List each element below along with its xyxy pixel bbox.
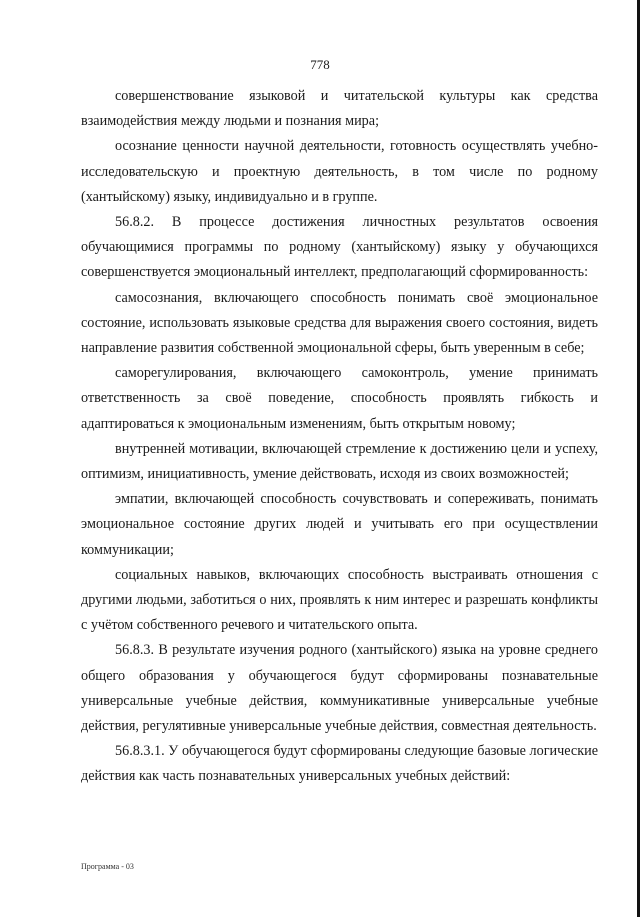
paragraph: самосознания, включающего способность понимать своё эмоциональное состояние, использовать языковые средства для выражения своего состояния, видеть направление развития собственной эмоциональной сферы, быть уверенным в себе;	[81, 289, 598, 357]
document-body	[81, 84, 598, 790]
paragraph: внутренней мотивации, включающей стремление к достижению цели и успеху, оптимизм, инициативность, умение действовать, исходя из своих возможностей;	[81, 440, 598, 483]
paragraph: 56.8.3. В результате изучения родного (хантыйского) языка на уровне среднего общего образования у обучающегося будут сформированы познавательные универсальные учебные действия, коммуникативные универсальные учебные действия, регулятивные универсальные учебные действия, совместная деятельность.	[81, 642, 598, 735]
paragraph: саморегулирования, включающего самоконтроль, умение принимать ответственность за своё поведение, способность проявлять гибкость и адаптироваться к эмоциональным изменениям, быть открытым новому;	[81, 365, 598, 432]
paragraph: совершенствование языковой и читательской культуры как средства взаимодействия между людьми и познания мира;	[81, 88, 598, 130]
paragraph: социальных навыков, включающих способность выстраивать отношения с другими людьми, заботиться о них, проявлять к ним интерес и разрешать конфликты с учётом собственного речевого и читательского опыта.	[81, 566, 598, 634]
paragraph: 56.8.3.1. У обучающегося будут сформированы следующие базовые логические действия как часть познавательных универсальных учебных действий:	[81, 743, 598, 785]
page-number: 778	[310, 57, 330, 72]
paragraph: осознание ценности научной деятельности, готовность осуществлять учебно-исследовательскую и проектную деятельность, в том числе по родному (хантыйскому) языку, индивидуально и в группе.	[81, 138, 598, 205]
paragraph: 56.8.2. В процессе достижения личностных результатов освоения обучающимися программы по родному (хантыйскому) языку у обучающихся совершенствуется эмоциональный интеллект, предполагающий сформированность:	[81, 214, 598, 281]
paragraph: эмпатии, включающей способность сочувствовать и сопереживать, понимать эмоциональное состояние других людей и учитывать его при осуществлении коммуникации;	[81, 491, 598, 558]
page-footer: Программа - 03	[81, 862, 134, 871]
